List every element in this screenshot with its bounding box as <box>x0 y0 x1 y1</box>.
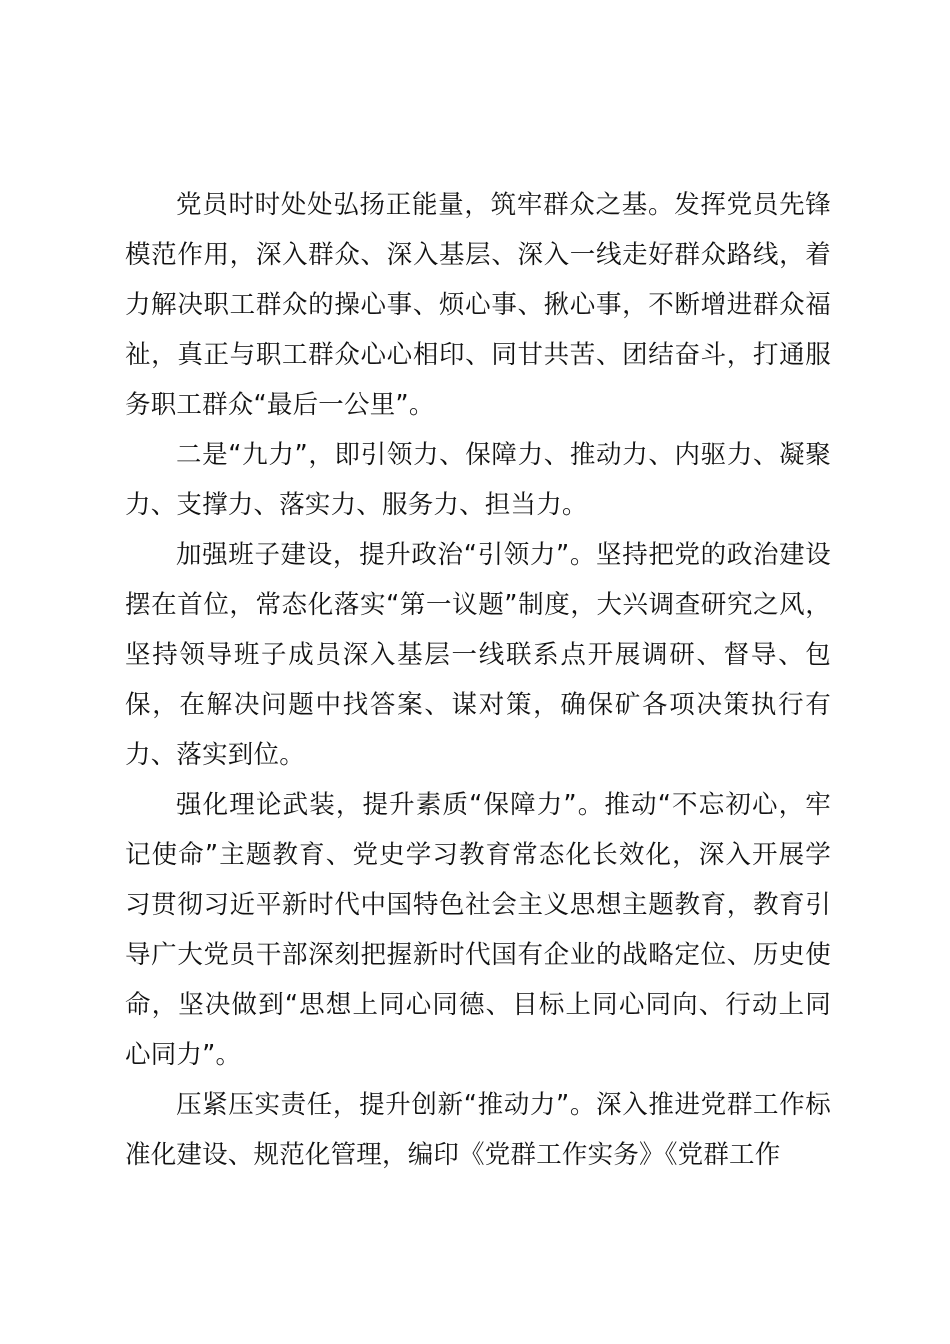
paragraph-guarantee-force: 强化理论武装，提升素质“保障力”。推动“不忘初心，牢记使命”主题教育、党史学习教育常态化长效化，深入开展学习贯彻习近平新时代中国特色社会主义思想主题教育，教育引导广大党员干部深刻把握新时代国有企业的战略定位、历史使命，坚决做到“思想上同心同德、目标上同心同向、行动上同心同力”。 <box>125 790 831 1070</box>
paragraph-party-members-positive-energy: 党员时时处处弘扬正能量，筑牢群众之基。发挥党员先锋模范作用，深入群众、深入基层、深入一线走好群众路线，着力解决职工群众的操心事、烦心事、揪心事，不断增进群众福祉，真正与职工群众心心相印、同甘共苦、团结奋斗，打通服务职工群众“最后一公里”。 <box>125 190 831 420</box>
paragraph-driving-force: 压紧压实责任，提升创新“推动力”。深入推进党群工作标准化建设、规范化管理，编印《党群工作实务》《党群工作 <box>125 1090 831 1170</box>
paragraph-nine-forces: 二是“九力”，即引领力、保障力、推动力、内驱力、凝聚力、支撑力、落实力、服务力、担当力。 <box>125 440 831 520</box>
document-page <box>125 180 831 1180</box>
paragraph-leadership-force: 加强班子建设，提升政治“引领力”。坚持把党的政治建设摆在首位，常态化落实“第一议题”制度，大兴调查研究之风，坚持领导班子成员深入基层一线联系点开展调研、督导、包保，在解决问题中找答案、谋对策，确保矿各项决策执行有力、落实到位。 <box>125 540 831 770</box>
